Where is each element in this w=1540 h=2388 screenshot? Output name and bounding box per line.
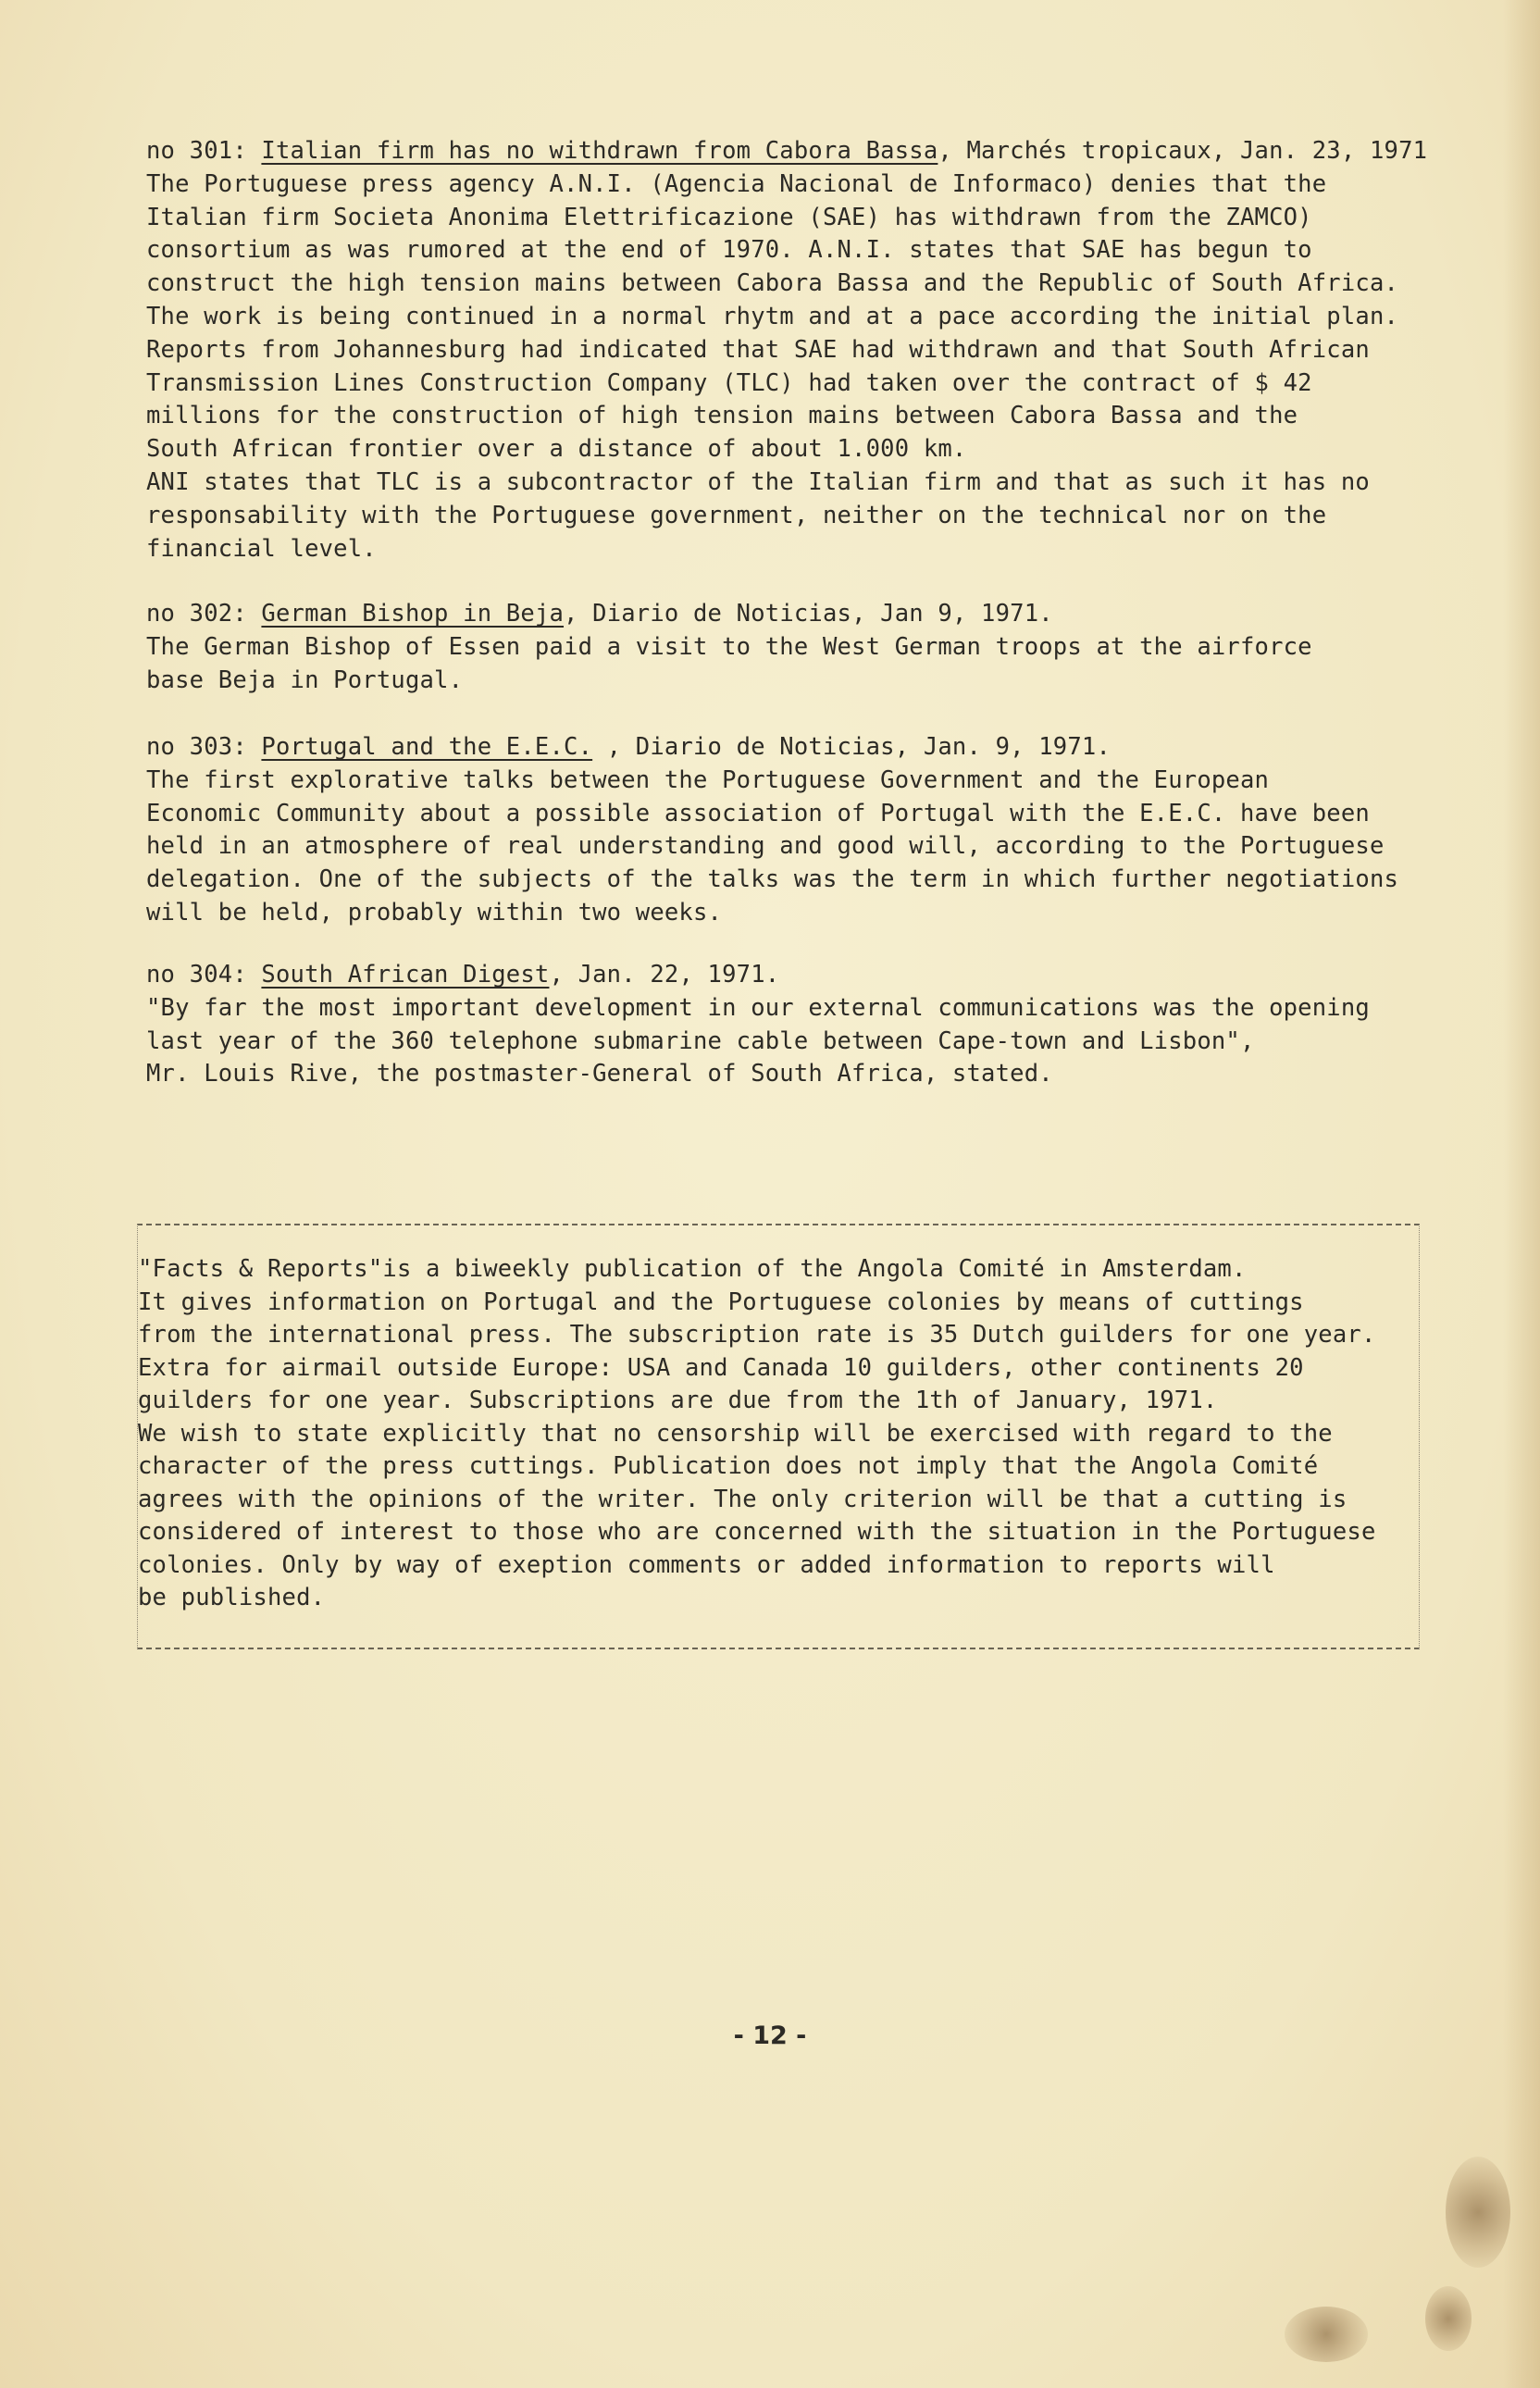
body-line: held in an atmosphere of real understanding and good will, according to the Portuguese xyxy=(146,832,1385,861)
notice-line: colonies. Only by way of exeption comments or added information to reports will xyxy=(138,1550,1275,1579)
publication-notice-text xyxy=(138,1253,1376,1615)
entry-source: , Diario de Noticias, Jan 9, 1971. xyxy=(564,600,1053,628)
entry-301 xyxy=(146,135,1442,566)
body-line: base Beja in Portugal. xyxy=(146,665,464,694)
body-line: South African frontier over a distance of about 1.000 km. xyxy=(146,435,967,464)
entry-302 xyxy=(146,598,1442,697)
entry-number: no 302: xyxy=(146,600,262,628)
notice-line: from the international press. The subscription rate is 35 Dutch guilders for one year. xyxy=(138,1321,1376,1349)
notice-line: We wish to state explicitly that no censorship will be exercised with regard to the xyxy=(138,1419,1333,1448)
paper-stain xyxy=(1285,2307,1368,2362)
entry-heading xyxy=(146,731,1442,765)
body-line: last year of the 360 telephone submarine cable between Cape-town and Lisbon", xyxy=(146,1026,1255,1055)
body-line: Mr. Louis Rive, the postmaster-General of South Africa, stated. xyxy=(146,1060,1053,1088)
entry-heading xyxy=(146,959,1442,992)
notice-line: It gives information on Portugal and the Portuguese colonies by means of cuttings xyxy=(138,1287,1304,1316)
notice-line: character of the press cuttings. Publication does not imply that the Angola Comité xyxy=(138,1452,1319,1480)
entry-headline: German Bishop in Beja xyxy=(261,600,565,628)
notice-line: be published. xyxy=(138,1584,326,1611)
body-line: Reports from Johannesburg had indicated that SAE had withdrawn and that South African xyxy=(146,335,1370,364)
body-line: The first explorative talks between the Portuguese Government and the European xyxy=(146,765,1270,794)
entry-number: no 301: xyxy=(146,137,262,165)
body-line: delegation. One of the subjects of the talks was the term in which further negotiations xyxy=(146,865,1399,894)
body-line: construct the high tension mains between Cabora Bassa and the Republic of South Africa. xyxy=(146,269,1399,298)
paper-stain xyxy=(1446,2157,1510,2268)
notice-line: "Facts & Reports"is a biweekly publication of the Angola Comité in Amsterdam. xyxy=(138,1255,1247,1283)
entry-headline: Portugal and the E.E.C. xyxy=(261,733,593,761)
notice-line: agrees with the opinions of the writer. The only criterion will be that a cutting is xyxy=(138,1485,1348,1513)
entry-source: , Jan. 22, 1971. xyxy=(549,961,780,989)
entry-heading xyxy=(146,598,1442,631)
body-line: The Portuguese press agency A.N.I. (Agencia Nacional de Informaco) denies that the xyxy=(146,169,1327,198)
body-line: Economic Community about a possible association of Portugal with the E.E.C. have been xyxy=(146,799,1370,827)
body-line: responsability with the Portuguese government, neither on the technical nor on the xyxy=(146,501,1327,529)
body-line: Italian firm Societa Anonima Elettrificazione (SAE) has withdrawn from the ZAMCO) xyxy=(146,203,1312,231)
body-line: The German Bishop of Essen paid a visit to the West German troops at the airforce xyxy=(146,632,1312,661)
body-line: "By far the most important development in our external communications was the opening xyxy=(146,993,1370,1022)
body-line: The work is being continued in a normal rhytm and at a pace according the initial plan. xyxy=(146,302,1399,330)
entry-headline: Italian firm has no withdrawn from Cabora Bassa xyxy=(261,137,938,165)
entry-number: no 304: xyxy=(146,961,262,989)
body-line: Transmission Lines Construction Company (TLC) had taken over the contract of $ 42 xyxy=(146,368,1312,397)
notice-line: Extra for airmail outside Europe: USA and Canada 10 guilders, other continents 20 xyxy=(138,1353,1304,1382)
body-line: consortium as was rumored at the end of 1970. A.N.I. states that SAE has begun to xyxy=(146,236,1312,265)
paper-stain xyxy=(1425,2286,1472,2351)
notice-line: guilders for one year. Subscriptions are due from the 1th of January, 1971. xyxy=(138,1387,1218,1414)
entry-304 xyxy=(146,959,1442,1091)
publication-notice-box xyxy=(137,1224,1420,1649)
body-line: ANI states that TLC is a subcontractor of the Italian firm and that as such it has no xyxy=(146,467,1370,496)
notice-line: considered of interest to those who are concerned with the situation in the Portuguese xyxy=(138,1518,1376,1546)
body-line: will be held, probably within two weeks. xyxy=(146,898,723,927)
body-line: millions for the construction of high tension mains between Cabora Bassa and the xyxy=(146,402,1298,430)
entry-headline: South African Digest xyxy=(261,961,550,989)
entry-303 xyxy=(146,731,1442,930)
entry-source: , Diario de Noticias, Jan. 9, 1971. xyxy=(592,733,1112,761)
entry-heading xyxy=(146,135,1442,168)
entry-number: no 303: xyxy=(146,733,262,761)
body-line: financial level. xyxy=(146,534,377,563)
page-number: - 12 - xyxy=(733,2021,807,2050)
entry-source: , Marchés tropicaux, Jan. 23, 1971 xyxy=(938,137,1428,165)
